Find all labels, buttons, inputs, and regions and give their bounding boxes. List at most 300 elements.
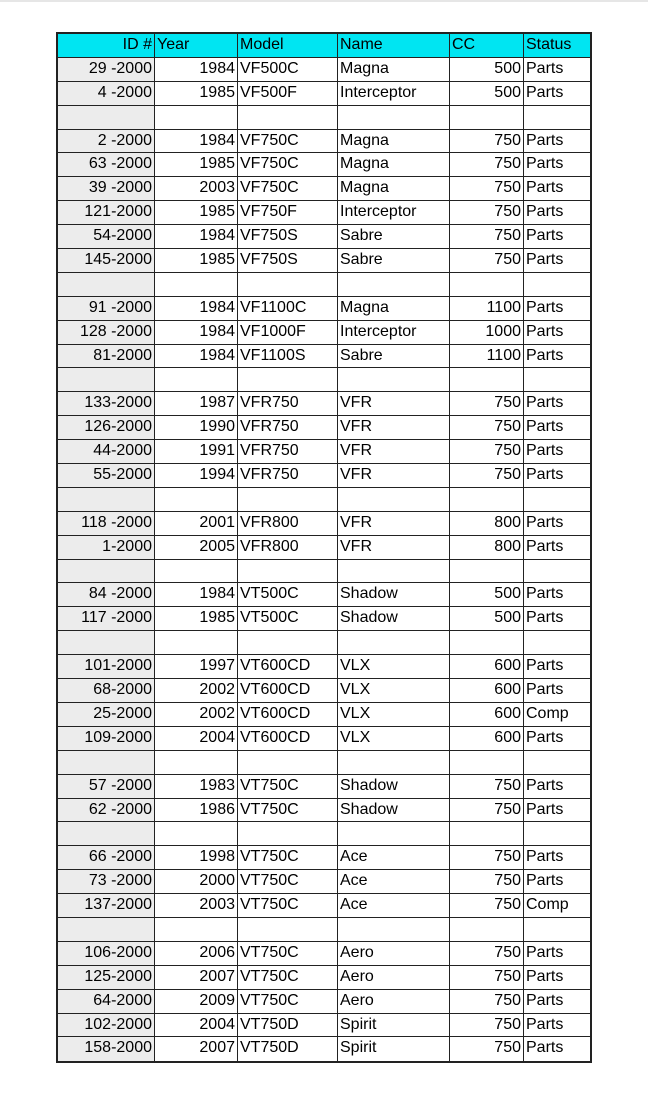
status-cell: Parts xyxy=(526,203,564,221)
year-cell xyxy=(155,560,238,583)
id-cell: 62 -2000 xyxy=(58,799,155,822)
name-cell: VFR xyxy=(338,536,450,559)
table-row xyxy=(58,130,590,154)
id-cell: 39 -2000 xyxy=(58,177,155,200)
name-cell: Shadow xyxy=(338,583,450,606)
model-cell: VT750C xyxy=(238,990,338,1013)
name-cell: Magna xyxy=(338,130,450,153)
name-cell: Sabre xyxy=(338,225,450,248)
name-cell: Ace xyxy=(338,846,450,869)
table-spacer-row xyxy=(58,631,590,655)
name-cell: Shadow xyxy=(338,775,450,798)
year-cell: 1983 xyxy=(155,775,238,798)
year-cell: 1986 xyxy=(155,799,238,822)
year-cell xyxy=(155,368,238,391)
status-cell: Comp xyxy=(526,896,569,914)
model-cell: VF750S xyxy=(238,225,338,248)
table-row xyxy=(58,464,590,488)
cc-cell: 750 xyxy=(450,1014,524,1037)
table-row xyxy=(58,512,590,536)
model-cell: VT750C xyxy=(238,894,338,917)
model-cell: VFR750 xyxy=(238,392,338,415)
name-cell: Shadow xyxy=(338,799,450,822)
name-cell: Interceptor xyxy=(338,201,450,224)
table-row xyxy=(58,536,590,560)
year-cell: 1991 xyxy=(155,440,238,463)
header-name: Name xyxy=(338,34,450,57)
model-cell: VT750C xyxy=(238,942,338,965)
model-cell xyxy=(238,918,338,941)
table-row xyxy=(58,799,590,823)
year-cell xyxy=(155,751,238,774)
table-row xyxy=(58,655,590,679)
model-cell: VF750S xyxy=(238,249,338,272)
year-cell: 2007 xyxy=(155,966,238,989)
year-cell: 2001 xyxy=(155,512,238,535)
cc-cell: 600 xyxy=(450,679,524,702)
year-cell: 1994 xyxy=(155,464,238,487)
year-cell: 2004 xyxy=(155,727,238,750)
id-cell: 118 -2000 xyxy=(58,512,155,535)
status-cell xyxy=(524,488,590,511)
cc-cell: 750 xyxy=(450,464,524,487)
status-cell: Parts xyxy=(526,991,564,1009)
id-cell xyxy=(58,560,155,583)
id-cell: 102-2000 xyxy=(58,1014,155,1037)
name-cell: Ace xyxy=(338,894,450,917)
cc-cell: 600 xyxy=(450,703,524,726)
name-cell: VLX xyxy=(338,679,450,702)
cc-cell: 1100 xyxy=(450,297,524,320)
cc-cell xyxy=(450,751,524,774)
name-cell xyxy=(338,822,450,845)
year-cell: 1985 xyxy=(155,82,238,105)
cc-cell: 750 xyxy=(450,201,524,224)
year-cell xyxy=(155,631,238,654)
id-cell: 55-2000 xyxy=(58,464,155,487)
model-cell: VF750C xyxy=(238,177,338,200)
cc-cell: 500 xyxy=(450,58,524,81)
year-cell: 2000 xyxy=(155,870,238,893)
model-cell: VT600CD xyxy=(238,655,338,678)
table-row xyxy=(58,225,590,249)
name-cell xyxy=(338,368,450,391)
name-cell: VLX xyxy=(338,727,450,750)
year-cell: 1984 xyxy=(155,321,238,344)
table-row xyxy=(58,990,590,1014)
year-cell: 1984 xyxy=(155,130,238,153)
name-cell xyxy=(338,751,450,774)
table-spacer-row xyxy=(58,751,590,775)
table-spacer-row xyxy=(58,918,590,942)
model-cell: VFR750 xyxy=(238,416,338,439)
id-cell xyxy=(58,106,155,129)
table-spacer-row xyxy=(58,822,590,846)
year-cell: 1984 xyxy=(155,225,238,248)
table-row xyxy=(58,607,590,631)
model-cell xyxy=(238,822,338,845)
cc-cell: 750 xyxy=(450,990,524,1013)
status-cell xyxy=(524,368,590,391)
id-cell xyxy=(58,751,155,774)
cc-cell xyxy=(450,488,524,511)
cc-cell: 750 xyxy=(450,799,524,822)
table-row xyxy=(58,703,590,727)
table-row xyxy=(58,153,590,177)
status-cell: Parts xyxy=(526,298,564,316)
cc-cell: 750 xyxy=(450,440,524,463)
status-cell: Parts xyxy=(526,251,564,269)
status-cell: Parts xyxy=(526,513,564,531)
year-cell: 1997 xyxy=(155,655,238,678)
id-cell: 109-2000 xyxy=(58,727,155,750)
name-cell: VFR xyxy=(338,440,450,463)
page-top-edge xyxy=(0,0,648,2)
status-cell: Parts xyxy=(526,155,564,173)
cc-cell: 750 xyxy=(450,416,524,439)
status-cell: Parts xyxy=(526,776,564,794)
id-cell xyxy=(58,631,155,654)
status-cell: Parts xyxy=(526,227,564,245)
model-cell: VF1100S xyxy=(238,345,338,368)
table-row xyxy=(58,846,590,870)
id-cell: 1-2000 xyxy=(58,536,155,559)
table-row xyxy=(58,1014,590,1038)
status-cell: Parts xyxy=(526,442,564,460)
name-cell: Interceptor xyxy=(338,321,450,344)
year-cell xyxy=(155,918,238,941)
cc-cell: 500 xyxy=(450,607,524,630)
status-cell: Parts xyxy=(526,943,564,961)
year-cell: 2005 xyxy=(155,536,238,559)
table-row xyxy=(58,966,590,990)
status-cell xyxy=(524,751,590,774)
year-cell xyxy=(155,273,238,296)
table-row xyxy=(58,201,590,225)
year-cell: 1985 xyxy=(155,153,238,176)
name-cell: Aero xyxy=(338,966,450,989)
status-cell xyxy=(524,822,590,845)
year-cell: 1984 xyxy=(155,345,238,368)
status-cell: Parts xyxy=(526,418,564,436)
cc-cell xyxy=(450,273,524,296)
id-cell: 63 -2000 xyxy=(58,153,155,176)
header-year: Year xyxy=(155,34,238,57)
name-cell: Shadow xyxy=(338,607,450,630)
table-row xyxy=(58,727,590,751)
table-row xyxy=(58,321,590,345)
id-cell: 128 -2000 xyxy=(58,321,155,344)
status-cell: Parts xyxy=(526,322,564,340)
cc-cell: 750 xyxy=(450,153,524,176)
id-cell xyxy=(58,918,155,941)
id-cell: 66 -2000 xyxy=(58,846,155,869)
name-cell xyxy=(338,560,450,583)
status-cell: Parts xyxy=(526,179,564,197)
status-cell: Parts xyxy=(526,537,564,555)
table-row xyxy=(58,679,590,703)
id-cell: 106-2000 xyxy=(58,942,155,965)
id-cell xyxy=(58,822,155,845)
id-cell: 121-2000 xyxy=(58,201,155,224)
status-cell xyxy=(524,560,590,583)
id-cell: 117 -2000 xyxy=(58,607,155,630)
status-cell: Parts xyxy=(526,59,564,77)
status-cell: Parts xyxy=(526,394,564,412)
id-cell: 126-2000 xyxy=(58,416,155,439)
year-cell: 2006 xyxy=(155,942,238,965)
model-cell: VT750C xyxy=(238,870,338,893)
cc-cell: 750 xyxy=(450,775,524,798)
name-cell xyxy=(338,488,450,511)
table-row xyxy=(58,775,590,799)
status-cell xyxy=(524,273,590,296)
cc-cell: 1000 xyxy=(450,321,524,344)
table-row xyxy=(58,583,590,607)
year-cell: 2002 xyxy=(155,703,238,726)
cc-cell: 500 xyxy=(450,583,524,606)
name-cell xyxy=(338,273,450,296)
cc-cell: 750 xyxy=(450,392,524,415)
status-cell: Parts xyxy=(526,131,564,149)
id-cell: 29 -2000 xyxy=(58,58,155,81)
table-row xyxy=(58,58,590,82)
cc-cell xyxy=(450,822,524,845)
id-cell xyxy=(58,273,155,296)
year-cell: 2004 xyxy=(155,1014,238,1037)
table-row xyxy=(58,177,590,201)
model-cell xyxy=(238,273,338,296)
table-row xyxy=(58,870,590,894)
table-row xyxy=(58,416,590,440)
table-row xyxy=(58,1037,590,1061)
model-cell: VT500C xyxy=(238,583,338,606)
cc-cell xyxy=(450,918,524,941)
cc-cell: 750 xyxy=(450,1037,524,1061)
table-spacer-row xyxy=(58,488,590,512)
status-cell: Parts xyxy=(526,83,564,101)
cc-cell: 500 xyxy=(450,82,524,105)
year-cell: 2003 xyxy=(155,894,238,917)
table-spacer-row xyxy=(58,106,590,130)
model-cell xyxy=(238,368,338,391)
table-row xyxy=(58,894,590,918)
cc-cell: 750 xyxy=(450,177,524,200)
cc-cell: 1100 xyxy=(450,345,524,368)
status-cell: Comp xyxy=(526,704,569,722)
model-cell: VF750C xyxy=(238,130,338,153)
table-row xyxy=(58,345,590,369)
status-cell: Parts xyxy=(526,1039,564,1057)
id-cell: 137-2000 xyxy=(58,894,155,917)
table-row xyxy=(58,942,590,966)
status-cell: Parts xyxy=(526,728,564,746)
status-cell: Parts xyxy=(526,609,564,627)
model-cell xyxy=(238,560,338,583)
year-cell xyxy=(155,488,238,511)
year-cell: 1985 xyxy=(155,607,238,630)
model-cell: VT750C xyxy=(238,846,338,869)
name-cell: VFR xyxy=(338,392,450,415)
status-cell: Parts xyxy=(526,800,564,818)
name-cell xyxy=(338,106,450,129)
name-cell: Spirit xyxy=(338,1037,450,1061)
header-status: Status xyxy=(524,34,590,57)
model-cell xyxy=(238,751,338,774)
id-cell: 91 -2000 xyxy=(58,297,155,320)
name-cell xyxy=(338,918,450,941)
cc-cell: 800 xyxy=(450,512,524,535)
cc-cell xyxy=(450,560,524,583)
model-cell xyxy=(238,631,338,654)
year-cell: 1998 xyxy=(155,846,238,869)
model-cell: VFR800 xyxy=(238,512,338,535)
status-cell: Parts xyxy=(526,585,564,603)
header-cc: CC xyxy=(450,34,524,57)
model-cell xyxy=(238,106,338,129)
cc-cell xyxy=(450,631,524,654)
model-cell: VFR750 xyxy=(238,464,338,487)
status-cell xyxy=(524,106,590,129)
name-cell: VFR xyxy=(338,416,450,439)
model-cell: VT600CD xyxy=(238,679,338,702)
id-cell: 84 -2000 xyxy=(58,583,155,606)
status-cell: Parts xyxy=(526,967,564,985)
id-cell: 73 -2000 xyxy=(58,870,155,893)
id-cell: 44-2000 xyxy=(58,440,155,463)
cc-cell xyxy=(450,368,524,391)
table-row xyxy=(58,249,590,273)
status-cell xyxy=(524,918,590,941)
year-cell: 1984 xyxy=(155,583,238,606)
table-spacer-row xyxy=(58,368,590,392)
table-row xyxy=(58,440,590,464)
cc-cell: 750 xyxy=(450,894,524,917)
model-cell: VF1100C xyxy=(238,297,338,320)
id-cell: 158-2000 xyxy=(58,1037,155,1061)
model-cell: VF750F xyxy=(238,201,338,224)
id-cell: 125-2000 xyxy=(58,966,155,989)
id-cell: 54-2000 xyxy=(58,225,155,248)
id-cell: 81-2000 xyxy=(58,345,155,368)
name-cell: Aero xyxy=(338,942,450,965)
cc-cell: 750 xyxy=(450,846,524,869)
name-cell: Ace xyxy=(338,870,450,893)
cc-cell: 600 xyxy=(450,727,524,750)
status-cell: Parts xyxy=(526,346,564,364)
year-cell: 1990 xyxy=(155,416,238,439)
name-cell: Interceptor xyxy=(338,82,450,105)
id-cell: 2 -2000 xyxy=(58,130,155,153)
id-cell: 57 -2000 xyxy=(58,775,155,798)
year-cell: 2007 xyxy=(155,1037,238,1061)
model-cell: VT500C xyxy=(238,607,338,630)
table-header-row xyxy=(58,34,590,58)
name-cell: Aero xyxy=(338,990,450,1013)
year-cell xyxy=(155,822,238,845)
id-cell: 64-2000 xyxy=(58,990,155,1013)
table-spacer-row xyxy=(58,273,590,297)
name-cell: Sabre xyxy=(338,345,450,368)
model-cell: VF1000F xyxy=(238,321,338,344)
inventory-table xyxy=(56,32,592,1063)
id-cell xyxy=(58,488,155,511)
cc-cell: 600 xyxy=(450,655,524,678)
year-cell: 2002 xyxy=(155,679,238,702)
cc-cell: 750 xyxy=(450,966,524,989)
name-cell: Magna xyxy=(338,58,450,81)
status-cell: Parts xyxy=(526,657,564,675)
model-cell: VFR800 xyxy=(238,536,338,559)
cc-cell: 750 xyxy=(450,870,524,893)
model-cell: VT750D xyxy=(238,1014,338,1037)
name-cell: Magna xyxy=(338,177,450,200)
year-cell: 1984 xyxy=(155,58,238,81)
model-cell: VT600CD xyxy=(238,703,338,726)
model-cell: VT750C xyxy=(238,966,338,989)
model-cell: VT600CD xyxy=(238,727,338,750)
status-cell: Parts xyxy=(526,466,564,484)
year-cell xyxy=(155,106,238,129)
name-cell: VLX xyxy=(338,655,450,678)
name-cell: VLX xyxy=(338,703,450,726)
model-cell: VT750C xyxy=(238,775,338,798)
id-cell: 25-2000 xyxy=(58,703,155,726)
cc-cell: 750 xyxy=(450,225,524,248)
id-cell: 4 -2000 xyxy=(58,82,155,105)
id-cell: 133-2000 xyxy=(58,392,155,415)
model-cell: VT750D xyxy=(238,1037,338,1061)
name-cell: Magna xyxy=(338,297,450,320)
model-cell: VFR750 xyxy=(238,440,338,463)
cc-cell: 750 xyxy=(450,942,524,965)
year-cell: 1985 xyxy=(155,201,238,224)
name-cell: Magna xyxy=(338,153,450,176)
table-spacer-row xyxy=(58,560,590,584)
status-cell: Parts xyxy=(526,681,564,699)
model-cell: VF500F xyxy=(238,82,338,105)
cc-cell: 800 xyxy=(450,536,524,559)
model-cell: VF500C xyxy=(238,58,338,81)
cc-cell: 750 xyxy=(450,249,524,272)
id-cell: 101-2000 xyxy=(58,655,155,678)
status-cell: Parts xyxy=(526,872,564,890)
name-cell xyxy=(338,631,450,654)
id-cell: 145-2000 xyxy=(58,249,155,272)
cc-cell: 750 xyxy=(450,130,524,153)
cc-cell xyxy=(450,106,524,129)
header-model: Model xyxy=(238,34,338,57)
name-cell: VFR xyxy=(338,464,450,487)
year-cell: 1985 xyxy=(155,249,238,272)
year-cell: 1987 xyxy=(155,392,238,415)
year-cell: 2003 xyxy=(155,177,238,200)
table-row xyxy=(58,392,590,416)
model-cell: VT750C xyxy=(238,799,338,822)
year-cell: 2009 xyxy=(155,990,238,1013)
table-row xyxy=(58,297,590,321)
year-cell: 1984 xyxy=(155,297,238,320)
status-cell: Parts xyxy=(526,848,564,866)
status-cell: Parts xyxy=(526,1015,564,1033)
name-cell: Sabre xyxy=(338,249,450,272)
name-cell: VFR xyxy=(338,512,450,535)
id-cell: 68-2000 xyxy=(58,679,155,702)
status-cell xyxy=(524,631,590,654)
header-id: ID # xyxy=(58,34,155,57)
model-cell xyxy=(238,488,338,511)
id-cell xyxy=(58,368,155,391)
